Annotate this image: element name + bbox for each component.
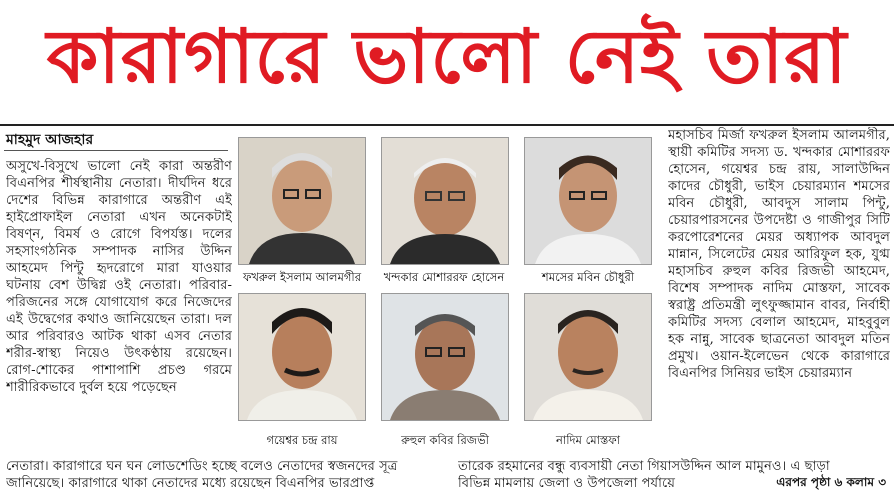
portrait-photo-icon xyxy=(525,294,651,420)
portrait-photo-icon xyxy=(382,294,508,420)
left-column-text: অসুখে-বিসুখে ভালো নেই কারা অন্তরীণ বিএনপির শীর্ষস্থানীয় নেতারা। দীর্ঘদিন ধরে দেশের বিভিন্ন কারাগারে অন্তরীণ এই হাইপ্রোফাইল নেতারা এখন অনেকটাই বিষণ্ন, বিমর্ষ ও রোগে বিপর্যস্ত। দলের সহসাংগঠনিক সম্পাদক নাসির উদ্দিন আহমেদ পিন্টু হৃদরোগে মারা যাওয়ার ঘটনায় বেশ উদ্বিগ্ন ওই নেতারা। পরিবার-পরিজনের সঙ্গে যোগাযোগ করে নিজেদের এই উদ্বেগের কথাও জানিয়েছেন তারা। দল আর পরিবারও আটক থাকা এসব নেতার শরীর-স্বাস্থ্য নিয়েও উৎকণ্ঠায় রয়েছেন। রোগ-শোকের পাশাপাশি প্রচণ্ড গরমে শারীরিকভাবে দুর্বল হয়ে পড়েছেন xyxy=(6,159,232,395)
photo-shamsher xyxy=(524,137,652,265)
caption-gayeshwar: গয়েশ্বর চন্দ্র রায় xyxy=(266,433,338,447)
middle-line-1: তারেক রহমানের বন্ধু ব্যবসায়ী নেতা গিয়াসউদ্দিন আল মামুনও। এ ছাড়া xyxy=(458,459,830,474)
continuation-note: এরপর পৃষ্ঠা ৬ কলাম ৩ xyxy=(776,475,886,489)
right-column-text: মহাসচিব মির্জা ফখরুল ইসলাম আলমগীর, স্থায়ী কমিটির সদস্য ড. খন্দকার মোশাররফ হোসেন, গয়েশ্বর চন্দ্র রায়, সালাউদ্দিন কাদের চৌধুরী, ভাইস চেয়ারম্যান শমসের মবিন চৌধুরী, আবদুস সালাম পিন্টু, চেয়ারপারসনের উপদেষ্টা ও গাজীপুর সিটি করপোরেশনের মেয়র অধ্যাপক আবদুল মান্নান, সিলেটের মেয়র আরিফুল হক, যুগ্ম মহাসচিব রুহুল কবির রিজভী আহমেদ, বিশেষ সম্পাদক নাদিম মোস্তফা, সাবেক স্বরাষ্ট্র প্রতিমন্ত্রী লুৎফুজ্জামান বাবর, নির্বাহী কমিটির সদস্য বেলাল আহমেদ, মাহবুবুল হক নান্নু, সাবেক ছাত্রনেতা আবদুল মতিন প্রমুখ। ওয়ান-ইলেভেন থেকে কারাগারে বিএনপির সিনিয়র ভাইস চেয়ারম্যান xyxy=(668,128,890,381)
headline: কারাগারে ভালো নেই তারা xyxy=(46,13,848,100)
portrait-photo-icon xyxy=(525,138,651,264)
caption-fakhrul: ফখরুল ইসলাম আলমগীর xyxy=(242,270,362,284)
photo-rizvi xyxy=(381,293,509,421)
photo-nadim xyxy=(524,293,652,421)
bottom-line-2: জানিয়েছে। কারাগারে থাকা নেতাদের মধ্যে রয়েছেন বিএনপির ভারপ্রাপ্ত xyxy=(6,476,375,491)
caption-khandakar: খন্দকার মোশাররফ হোসেন xyxy=(383,270,505,284)
bottom-line-1: নেতারা। কারাগারে ঘন ঘন লোডশেডিং হচ্ছে বলেও নেতাদের স্বজনদের সূত্র xyxy=(6,459,398,474)
headline-rule xyxy=(0,124,894,126)
byline-rule xyxy=(4,150,228,151)
right-column xyxy=(668,127,890,467)
photo-khandakar xyxy=(381,137,509,265)
left-column xyxy=(6,158,232,458)
photo-fakhrul xyxy=(238,137,366,265)
caption-shamsher: শমসের মবিন চৌধুরী xyxy=(541,270,635,284)
photo-gayeshwar xyxy=(238,293,366,421)
portrait-photo-icon xyxy=(239,294,365,420)
byline: মাহমুদ আজহার xyxy=(6,132,94,148)
caption-rizvi: রুহুল কবির রিজভী xyxy=(401,433,489,447)
middle-line-2: বিভিন্ন মামলায় জেলা ও উপজেলা পর্যায়ে xyxy=(458,476,676,491)
portrait-photo-icon xyxy=(382,138,508,264)
portrait-photo-icon xyxy=(239,138,365,264)
caption-nadim: নাদিম মোস্তফা xyxy=(556,433,620,447)
